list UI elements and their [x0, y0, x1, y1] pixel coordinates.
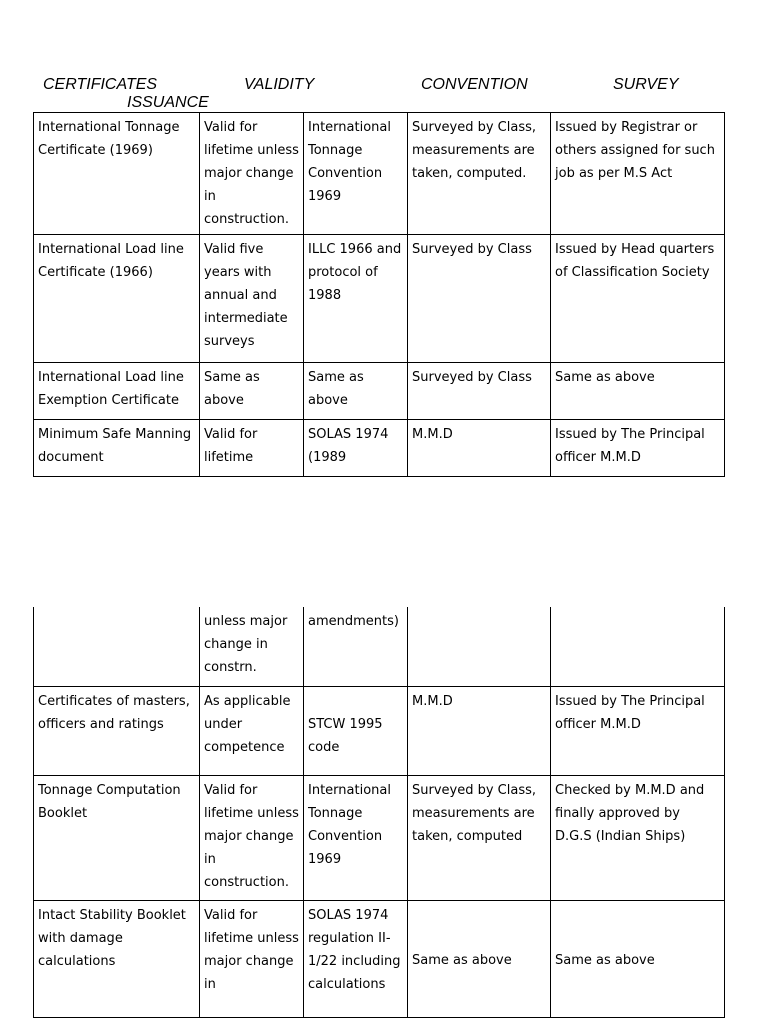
cell-issuance: Issued by Head quarters of Classification Society	[551, 235, 725, 363]
cell-spacer	[308, 690, 403, 713]
cell-certificate: Certificates of masters, officers and ratings	[34, 686, 200, 775]
cell-validity: Valid five years with annual and intermediate surveys	[200, 235, 304, 363]
cell-certificate	[34, 607, 200, 686]
cell-certificate: International Load line Exemption Certificate	[34, 363, 200, 420]
header-issuance: ISSUANCE	[127, 94, 209, 111]
cell-issuance	[551, 607, 725, 686]
cell-validity: Valid for lifetime unless major change in	[200, 900, 304, 1017]
cell-validity: Valid for lifetime unless major change in construction.	[200, 775, 304, 900]
table-row	[34, 235, 725, 363]
cell-convention: International Tonnage Convention 1969	[304, 775, 408, 900]
certificates-table-continued	[33, 607, 725, 1018]
header-certificates: CERTIFICATES	[43, 76, 158, 93]
cell-validity: Same as above	[200, 363, 304, 420]
cell-survey: Surveyed by Class	[408, 235, 551, 363]
cell-issuance: Checked by M.M.D and finally approved by D.G.S (Indian Ships)	[551, 775, 725, 900]
table-row	[34, 775, 725, 900]
cell-survey: Surveyed by Class, measurements are taken, computed.	[408, 113, 551, 235]
cell-survey: Same as above	[408, 900, 551, 1017]
certificates-table-top	[33, 112, 725, 477]
cell-convention: ILLC 1966 and protocol of 1988	[304, 235, 408, 363]
table-row	[34, 900, 725, 1017]
cell-issuance: Issued by The Principal officer M.M.D	[551, 420, 725, 477]
cell-issuance: Same as above	[551, 363, 725, 420]
cell-convention: International Tonnage Convention 1969	[304, 113, 408, 235]
cell-survey: Surveyed by Class	[408, 363, 551, 420]
table-row	[34, 607, 725, 686]
cell-validity: Valid for lifetime	[200, 420, 304, 477]
cell-validity: Valid for lifetime unless major change in construction.	[200, 113, 304, 235]
table-row	[34, 686, 725, 775]
cell-certificate: International Tonnage Certificate (1969)	[34, 113, 200, 235]
table-row	[34, 363, 725, 420]
cell-convention: Same as above	[304, 363, 408, 420]
cell-issuance: Issued by Registrar or others assigned for such job as per M.S Act	[551, 113, 725, 235]
header-validity: VALIDITY	[244, 76, 315, 93]
cell-survey	[408, 607, 551, 686]
cell-convention	[304, 686, 408, 775]
header-convention: CONVENTION	[421, 76, 528, 93]
cell-survey: Surveyed by Class, measurements are taken, computed	[408, 775, 551, 900]
cell-convention: amendments)	[304, 607, 408, 686]
table-row	[34, 113, 725, 235]
header-survey: SURVEY	[613, 76, 679, 93]
cell-certificate: Tonnage Computation Booklet	[34, 775, 200, 900]
cell-validity: unless major change in constrn.	[200, 607, 304, 686]
cell-issuance: Issued by The Principal officer M.M.D	[551, 686, 725, 775]
cell-validity: As applicable under competence	[200, 686, 304, 775]
cell-convention: SOLAS 1974 (1989	[304, 420, 408, 477]
cell-certificate: Intact Stability Booklet with damage calculations	[34, 900, 200, 1017]
cell-certificate: Minimum Safe Manning document	[34, 420, 200, 477]
cell-survey: M.M.D	[408, 686, 551, 775]
cell-convention: SOLAS 1974 regulation II-1/22 including calculations	[304, 900, 408, 1017]
cell-certificate: International Load line Certificate (1966)	[34, 235, 200, 363]
cell-convention-text: STCW 1995 code	[308, 716, 383, 755]
table-row	[34, 420, 725, 477]
cell-issuance: Same as above	[551, 900, 725, 1017]
cell-survey: M.M.D	[408, 420, 551, 477]
